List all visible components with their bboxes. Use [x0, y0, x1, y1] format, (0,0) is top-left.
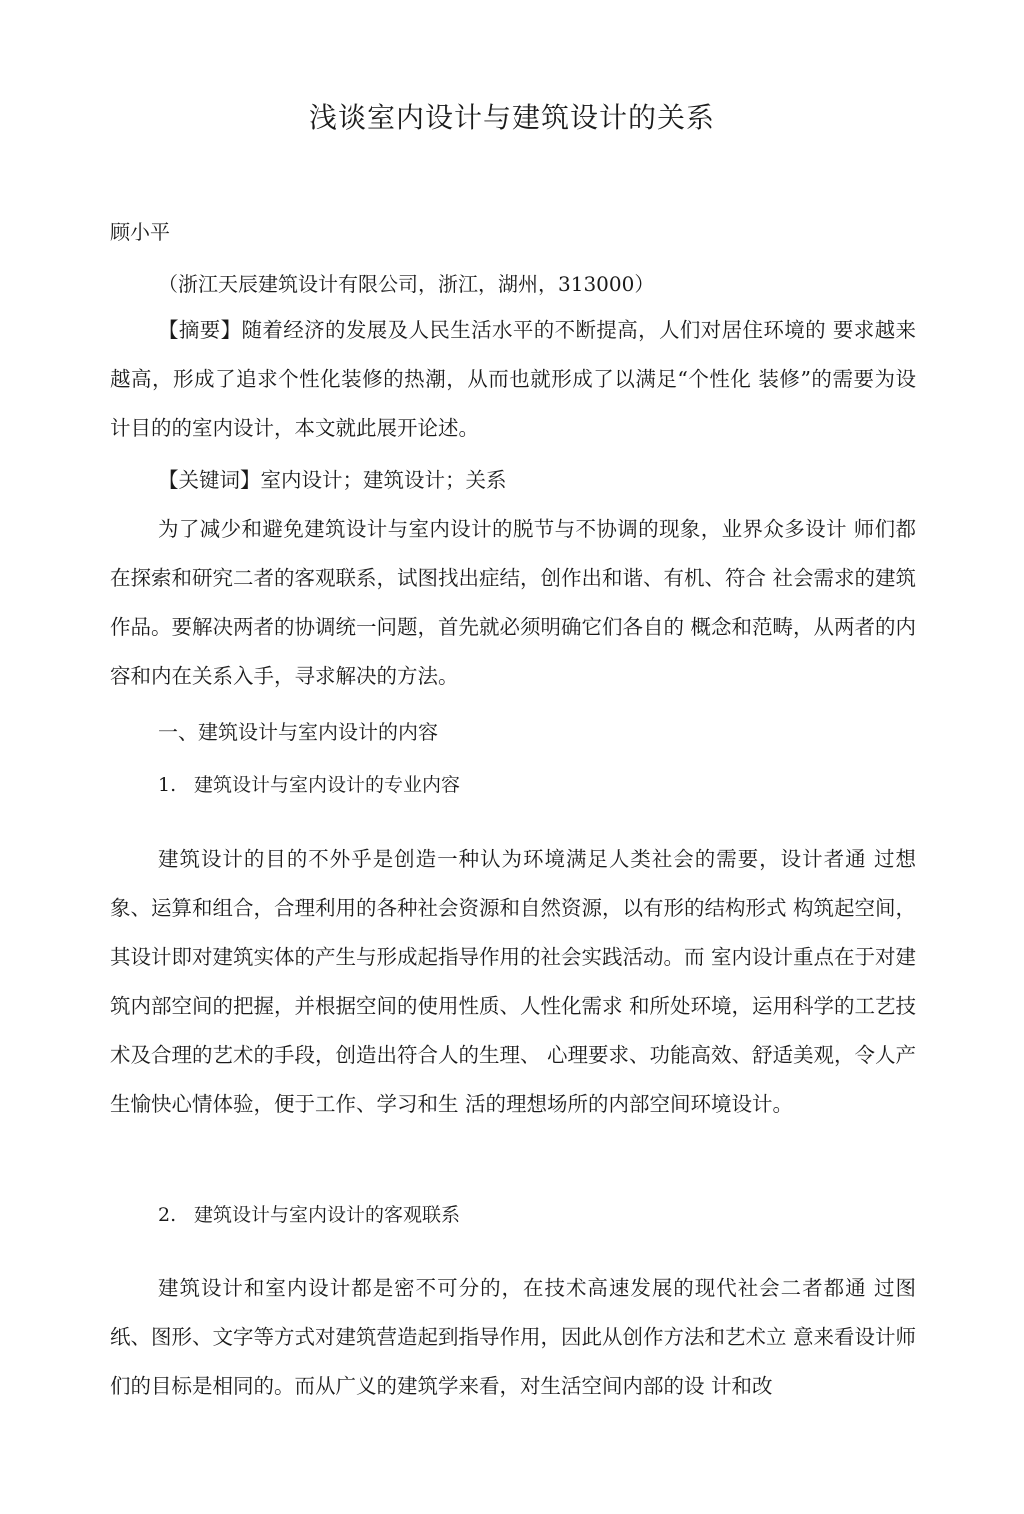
body-paragraph-2: 建筑设计和室内设计都是密不可分的，在技术高速发展的现代社会二者都通 过图纸、图形、文字等方式对建筑营造起到指导作用，因此从创作方法和艺术立 意来看设计师们的目标是相同的。而从广义的建筑学来看，对生活空间内部的设 计和改 — [110, 1276, 917, 1398]
subsection-heading-2 — [158, 1200, 460, 1227]
subsection-heading-1 — [158, 770, 460, 797]
body-paragraph-1: 建筑设计的目的不外乎是创造一种认为环境满足人类社会的需要，设计者通 过想象、运算和组合，合理利用的各种社会资源和自然资源，以有形的结构形式 构筑起空间，其设计即对建筑实体的产生与形成起指导作用的社会实践活动。而 室内设计重点在于对建筑内部空间的把握，并根据空间的使用性质、人性化需求 和所处环境，运用科学的工艺技术及合理的艺术的手段，创造出符合人的生理、 心理要求、功能高效、舒适美观，令人产生愉快心情体验，便于工作、学习和生 活的理想场所的内部空间环境设计。 — [110, 847, 917, 1116]
intro-paragraph: 为了减少和避免建筑设计与室内设计的脱节与不协调的现象，业界众多设计 师们都在探索和研究二者的客观联系，试图找出症结，创作出和谐、有机、符合 社会需求的建筑作品。要解决两者的协调统一问题，首先就必须明确它们各自的 概念和范畴，从两者的内容和内在关系入手，寻求解决的方法。 — [110, 517, 917, 688]
keywords-paragraph: 【关键词】室内设计；建筑设计；关系 — [158, 468, 507, 492]
subsection-number: 1. — [158, 774, 177, 796]
page-title: 浅谈室内设计与建筑设计的关系 — [308, 101, 715, 134]
author-affiliation: （浙江天辰建筑设计有限公司，浙江，湖州，313000） — [158, 272, 655, 296]
abstract-paragraph: 【摘要】随着经济的发展及人民生活水平的不断提高，人们对居住环境的 要求越来越高，形成了追求个性化装修的热潮，从而也就形成了以满足“个性化 装修”的需要为设计目的的室内设计，本文就此展开论述。 — [110, 318, 916, 440]
subsection-title: 建筑设计与室内设计的专业内容 — [194, 774, 461, 796]
subsection-number: 2. — [158, 1204, 177, 1226]
author-name: 顾小平 — [110, 220, 170, 244]
subsection-title: 建筑设计与室内设计的客观联系 — [194, 1204, 461, 1226]
section-heading-1: 一、建筑设计与室内设计的内容 — [158, 720, 438, 744]
